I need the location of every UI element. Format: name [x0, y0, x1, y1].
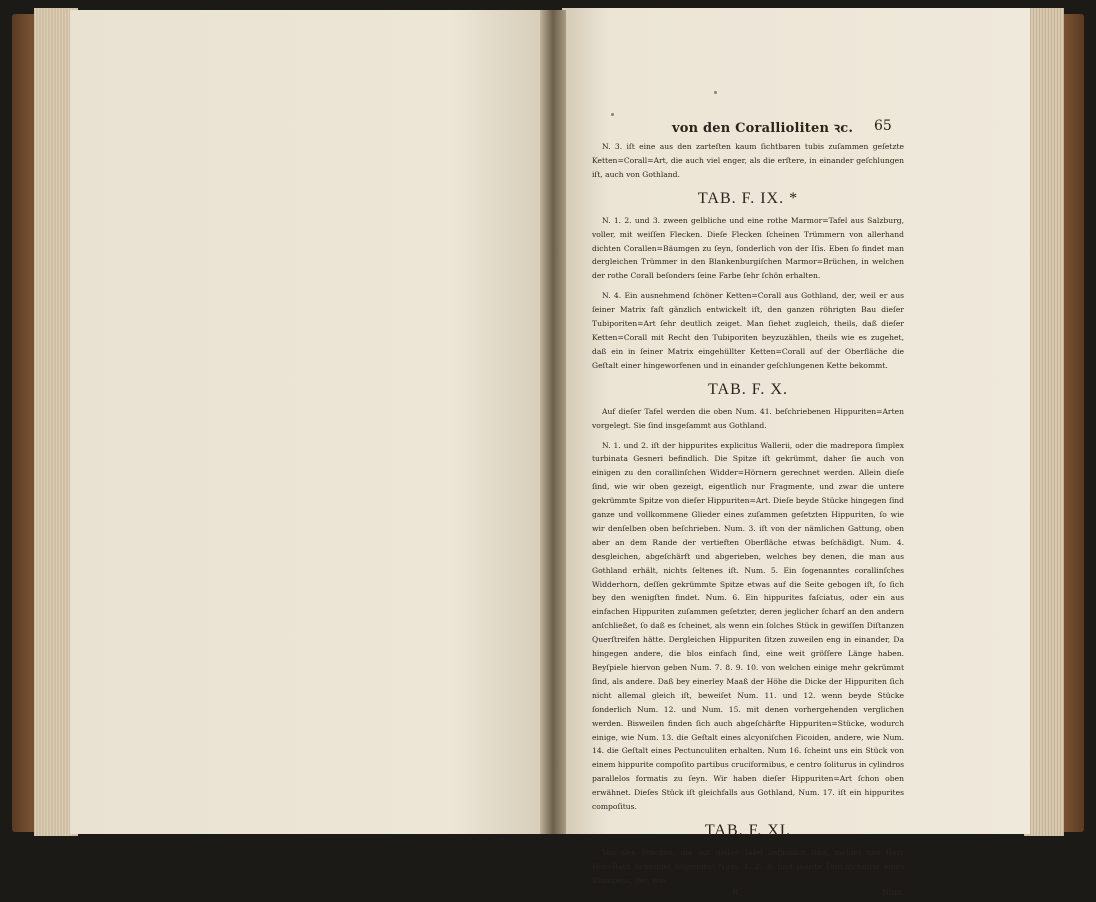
paragraph: N. 3. iſt eine aus den zarteſten kaum ſichtbaren tubis zuſammen geſetzte Ketten=Corall=Art, die auch viel enger, als die erſtere, in einander geſchlungen iſt, auch von Gothland.: [592, 142, 904, 179]
running-header: [592, 118, 904, 140]
page-footer: [592, 888, 904, 902]
paragraph: N. 4. Ein ausnehmend ſchöner Ketten=Corall aus Gothland, der, weil er aus ſeiner Matrix faſt gänzlich entwickelt iſt, den ganzen röhrigten Bau dieſer Tubiporiten=Art ſehr deutlich zeiget. Man ſiehet zugleich, theils, daß dieſer Ketten=Corall mit Recht den Tubiporiten beyzuzählen, theils wie es zugehet, daß ein in ſeiner Matrix eingehüllter Ketten=Corall auf der Oberfläche die Geſtalt einer hingeworfenen und in einander geſchlungenen Kette bekommt.: [592, 291, 904, 370]
paper-speck: [611, 113, 614, 116]
book-gutter: [540, 10, 566, 834]
left-blank-page: [70, 10, 546, 834]
running-head-title: von den Corallioliten ꝛc.: [672, 121, 854, 136]
plate-heading-ix: TAB. F. IX. *: [697, 189, 799, 207]
page-number: 65: [874, 118, 892, 134]
paragraph: Auf dieſer Tafel werden die oben Num. 41. beſchriebenen Hippuriten=Arten vorgelegt. Sie ſind insgeſammt aus Gothland.: [592, 406, 904, 430]
catchword: Num.: [881, 887, 904, 897]
paragraph: N. 1. 2. und 3. zween gelbliche und eine rothe Marmor=Tafel aus Salzburg, voller, mit weiſſen Flecken. Dieſe Flecken ſcheinen Trümmern von allerhand dichten Corallen=Bäumgen zu ſeyn, ſonderlich von der Iſis. Eben ſo findet man dergleichen Trümmer in den Blankenburgiſchen Marmor=Brüchen, in welchen der rothe Corall beſonders ſeine Farbe ſehr ſchön erhalten.: [592, 215, 904, 281]
paragraph: N. 1. und 2. iſt der hippurites explicitus Wallerii, oder die madrepora ſimplex turbinata Gesneri befindlich. Die Spitze iſt gekrümmt, daher ſie auch von einigen zu den corallinſchen Widder=Hörnern gerechnet werden. Allein dieſe ſind, wie wir oben gezeigt, eigentlich nur Fragmente, und zwar die untere gekrümmte Spitze von dieſer Hippuriten=Art. Dieſe beyde Stücke hingegen ſind ganze und vollkommene Glieder eines zuſammen geſetzten Hippuriten, ſo wie wir denſelben oben beſchrieben. Num. 3. iſt von der nämlichen Gattung, oben aber an dem Rande der vertieften Oberfläche etwas beſchädigt. Num. 4. desgleichen, abgeſchärft und abgerieben, welches bey denen, die man aus Gothland erhält, nichts ſeltenes iſt. Num. 5. Ein ſogenanntes corallinſches Widderhorn, deſſen gekrümmte Spitze etwas auf die Seite gebogen iſt, ſo ſich bey den wenigſten findet. Num. 6. Ein hippurites faſciatus, oder ein aus einfachen Hippuriten zuſammen geſetzter, deren jeglicher ſcharf an den andern anſchließet, ſo daß es ſcheinet, als wenn ein ſolches Stück in gewiſſen Diſtanzen Querſtreifen hätte. Dergleichen Hippuriten ſitzen zuweilen eng in einander, Da hingegen andere, die blos einfach ſind, eine weit gröſſere Länge haben. Beyſpiele hiervon geben Num. 7. 8. 9. 10. von welchen einige mehr gekrümmt ſind, als andere. Daß bey einerley Maaß der Höhe die Dicke der Hippuriten ſich nicht allemal gleich iſt, beweiſet Num. 11. und 12. wenn beyde Stücke ſonderlich Num. 12. und Num. 15. mit denen vorhergehenden verglichen werden. Bisweilen finden ſich auch abgeſchärfte Hippuriten=Stücke, wodurch einige, wie Num. 13. die Geſtalt eines alcyoniſchen Ficoiden, andere, wie Num. 14. die Geſtalt eines Pectunculiten erhalten. Num 16. ſcheint uns ein Stück von einem hippurite compoſito partibus cruciformibus, e centro ſoliturus in cylindros parallelos formatis zu ſeyn. Wir haben dieſer Hippuriten=Art ſchon oben erwähnet. Dieſes Stück iſt gleichfalls aus Gothland, Num. 17. iſt ein hippurites compoſitus.: [592, 440, 904, 812]
paragraph: Von den Stücken, die auf dieſer Tafel befindlich ſind, meldet uns Herr Hof=Rath Schmidel folgendes: Num. 1. 2. 3. ſind polirte Durchſchnitte eines Klumpens, der, wie: [592, 847, 904, 885]
plate-heading-x: TAB. F. X.: [708, 380, 788, 398]
right-page-edges: [1024, 8, 1064, 836]
paper-speck: [714, 91, 717, 94]
plate-heading-xi: TAB. F. XI.: [704, 821, 792, 839]
signature-mark: R: [732, 887, 739, 897]
page-text-column: [592, 118, 904, 902]
